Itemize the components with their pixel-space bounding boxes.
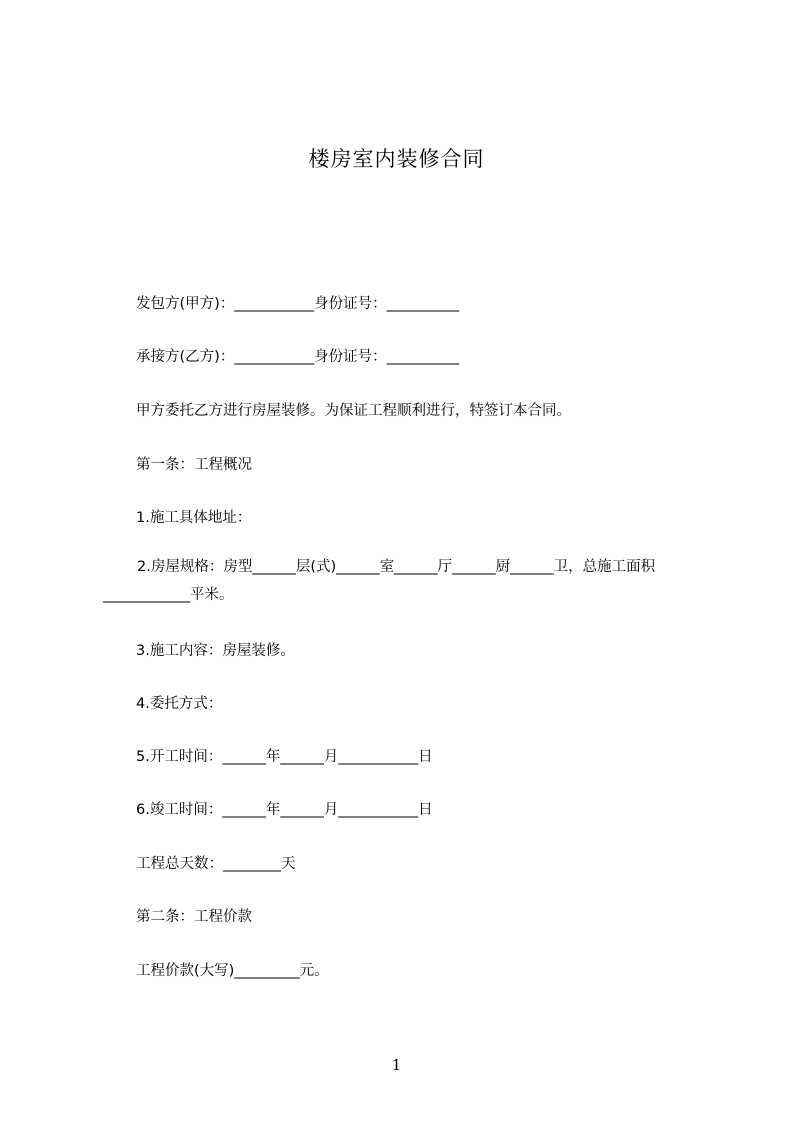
preamble-paragraph: 甲方委托乙方进行房屋装修。为保证工程顺利进行，特签订本合同。	[136, 403, 571, 419]
item-2-house-spec: 2.房屋规格：房型______层(式)______室______厅______厨______卫，总施工面积____________平米。	[103, 559, 656, 603]
item-6-completion-date: 6.竣工时间：______年______月___________日	[136, 802, 433, 818]
article-2-heading: 第二条：工程价款	[136, 909, 252, 925]
article-1-heading: 第一条：工程概况	[136, 457, 252, 473]
party-b-line: 承接方(乙方)：___________身份证号：__________	[136, 349, 460, 365]
price-line: 工程价款(大写)_________元。	[136, 963, 329, 979]
item-3-content: 3.施工内容：房屋装修。	[136, 643, 295, 659]
page-number: 1	[391, 1056, 402, 1074]
party-a-line: 发包方(甲方)：___________身份证号：__________	[136, 296, 460, 312]
item-4-commission: 4.委托方式：	[136, 696, 223, 712]
total-days-line: 工程总天数：________天	[136, 856, 296, 872]
item-5-start-date: 5.开工时间：______年______月___________日	[136, 749, 433, 765]
item-1-address: 1.施工具体地址：	[136, 510, 252, 526]
page-title: 楼房室内装修合同	[308, 147, 485, 171]
